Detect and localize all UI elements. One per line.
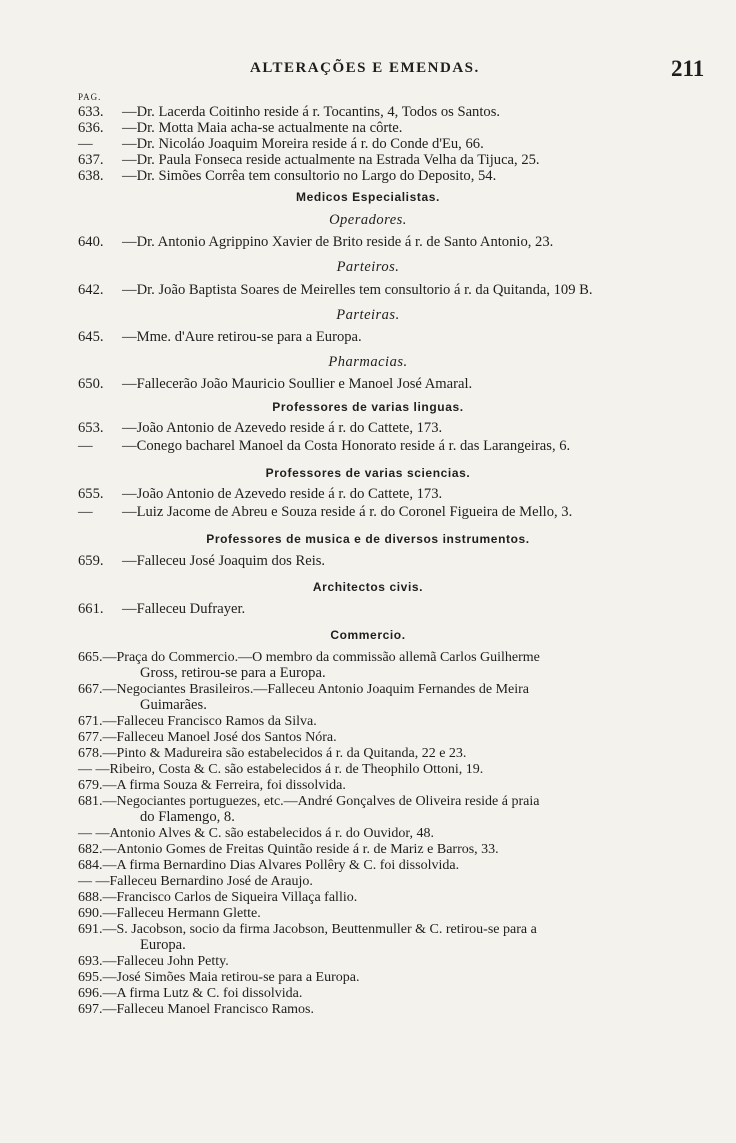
page-header bbox=[0, 58, 736, 88]
entry-653: 653. —João Antonio de Azevedo reside á r. do Cattete, 173. bbox=[78, 420, 443, 436]
entry-678: 678.—Pinto & Madureira são estabelecidos á r. da Quitanda, 22 e 23. bbox=[78, 746, 467, 761]
section-prof-musica: Professores de musica e de diversos instrumentos. bbox=[206, 532, 530, 546]
entry-636: 636. —Dr. Motta Maia acha-se actualmente na côrte. bbox=[78, 120, 403, 136]
entry-671: 671.—Falleceu Francisco Ramos da Silva. bbox=[78, 714, 317, 729]
entry-696: 696.—A firma Lutz & C. foi dissolvida. bbox=[78, 986, 303, 1001]
page-number: 211 bbox=[671, 56, 705, 81]
entry-697: 697.—Falleceu Manoel Francisco Ramos. bbox=[78, 1002, 315, 1017]
subsection-pharmacias: Pharmacias. bbox=[328, 354, 408, 370]
pag-label: PAG. bbox=[78, 92, 102, 102]
section-commercio: Commercio. bbox=[330, 628, 406, 642]
entry-650: 650. —Fallecerão João Mauricio Soullier e Manoel José Amaral. bbox=[78, 376, 473, 392]
entry-679: 679.—A firma Souza & Ferreira, foi dissolvida. bbox=[78, 778, 346, 793]
entry-659: 659. —Falleceu José Joaquim dos Reis. bbox=[78, 553, 326, 569]
entry-637: 637. —Dr. Paula Fonseca reside actualmente na Estrada Velha da Tijuca, 25. bbox=[78, 152, 540, 168]
subsection-parteiros: Parteiros. bbox=[336, 259, 400, 275]
entry-667: 667.—Negociantes Brasileiros.—Falleceu Antonio Joaquim Fernandes de Meira bbox=[78, 682, 530, 697]
section-architectos: Architectos civis. bbox=[312, 580, 424, 594]
entry-681c: — —Antonio Alves & C. são estabelecidos á r. do Ouvidor, 48. bbox=[78, 826, 435, 841]
entry-688: 688.—Francisco Carlos de Siqueira Villaça fallio. bbox=[78, 890, 358, 905]
entry-684: 684.—A firma Bernardino Dias Alvares Pollêry & C. foi dissolvida. bbox=[78, 858, 460, 873]
entry-661: 661. —Falleceu Dufrayer. bbox=[78, 601, 246, 617]
entry-633: 633. —Dr. Lacerda Coitinho reside á r. Tocantins, 4, Todos os Santos. bbox=[78, 104, 501, 120]
entry-665: 665.—Praça do Commercio.—O membro da commissão allemã Carlos Guilherme bbox=[78, 650, 540, 665]
entry-684b: — —Falleceu Bernardino José de Araujo. bbox=[78, 874, 313, 889]
entry-693: 693.—Falleceu John Petty. bbox=[78, 954, 229, 969]
section-prof-linguas: Professores de varias linguas. bbox=[272, 400, 464, 414]
entry-678b: — —Ribeiro, Costa & C. são estabelecidos á r. de Theophilo Ottoni, 19. bbox=[78, 762, 484, 777]
entry-655b: — —Luiz Jacome de Abreu e Souza reside á r. do Coronel Figueira de Mello, 3. bbox=[78, 504, 573, 520]
entry-681: 681.—Negociantes portuguezes, etc.—André Gonçalves de Oliveira reside á praia bbox=[78, 794, 540, 809]
entry-690: 690.—Falleceu Hermann Glette. bbox=[78, 906, 261, 921]
entry-695: 695.—José Simões Maia retirou-se para a Europa. bbox=[78, 970, 360, 985]
entry-667-cont: Guimarães. bbox=[140, 697, 207, 713]
entry-638: 638. —Dr. Simões Corrêa tem consultorio no Largo do Deposito, 54. bbox=[78, 168, 497, 184]
entry-653b: — —Conego bacharel Manoel da Costa Honorato reside á r. das Larangeiras, 6. bbox=[78, 438, 571, 454]
entry-682: 682.—Antonio Gomes de Freitas Quintão reside á r. de Mariz e Barros, 33. bbox=[78, 842, 499, 857]
entry-681-cont: do Flamengo, 8. bbox=[140, 809, 235, 825]
subsection-parteiras: Parteiras. bbox=[336, 307, 400, 323]
entry-642: 642. —Dr. João Baptista Soares de Meirelles tem consultorio á r. da Quitanda, 109 B. bbox=[78, 282, 593, 298]
entry-691: 691.—S. Jacobson, socio da firma Jacobson, Beuttenmuller & C. retirou-se para a bbox=[78, 922, 537, 937]
entry-691-cont: Europa. bbox=[140, 937, 186, 953]
section-prof-sciencias: Professores de varias sciencias. bbox=[265, 466, 471, 480]
entry-655: 655. —João Antonio de Azevedo reside á r. do Cattete, 173. bbox=[78, 486, 443, 502]
section-medicos: Medicos Especialistas. bbox=[296, 190, 440, 204]
entry-665-cont: Gross, retirou-se para a Europa. bbox=[140, 665, 326, 681]
entry-645: 645. —Mme. d'Aure retirou-se para a Europa. bbox=[78, 329, 362, 345]
entry-640: 640. —Dr. Antonio Agrippino Xavier de Brito reside á r. de Santo Antonio, 23. bbox=[78, 234, 554, 250]
entry-677: 677.—Falleceu Manoel José dos Santos Nóra. bbox=[78, 730, 337, 745]
entry-636b: — —Dr. Nicoláo Joaquim Moreira reside á r. do Conde d'Eu, 66. bbox=[78, 136, 484, 152]
subsection-operadores: Operadores. bbox=[329, 212, 407, 228]
page-title: ALTERAÇÕES E EMENDAS. bbox=[250, 60, 480, 76]
